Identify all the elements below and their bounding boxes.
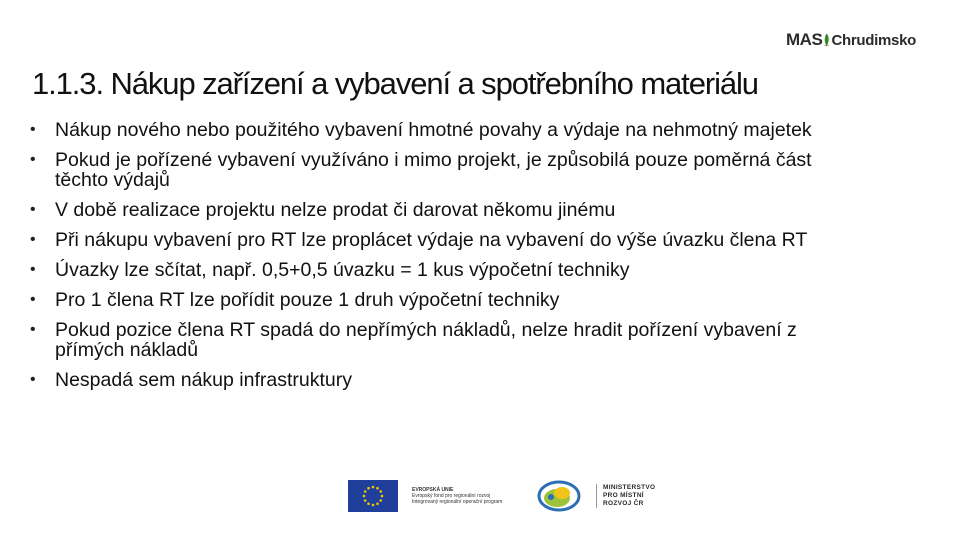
logo-region-text: Chrudimsko	[831, 31, 916, 49]
bullet-item: • Pro 1 člena RT lze pořídit pouze 1 druh výpočetní techniky	[30, 290, 860, 310]
bullet-item: • Úvazky lze sčítat, např. 0,5+0,5 úvazku = 1 kus výpočetní techniky	[30, 260, 860, 280]
ministry-line: PRO MÍSTNÍ	[603, 492, 644, 499]
leaf-icon	[823, 20, 830, 60]
ministry-line: ROZVOJ ČR	[603, 500, 644, 507]
logo-mas-text: MAS	[786, 30, 823, 49]
footer-logos	[348, 476, 655, 516]
eu-line: Evropský fond pro regionální rozvoj	[412, 493, 491, 499]
ministry-emblem-icon	[536, 476, 582, 516]
mas-chrudimsko-logo	[786, 18, 916, 62]
bullet-item: • Pokud je pořízené vybavení využíváno i mimo projekt, je způsobilá pouze poměrná část těchto výdajů	[30, 150, 860, 190]
bullet-item: • Pokud pozice člena RT spadá do nepřímých nákladů, nelze hradit pořízení vybavení z přímých nákladů	[30, 320, 860, 360]
bullet-item: • V době realizace projektu nelze prodat či darovat někomu jinému	[30, 200, 860, 220]
bullet-item: • Nespadá sem nákup infrastruktury	[30, 370, 860, 390]
eu-line: EVROPSKÁ UNIE	[412, 487, 454, 493]
slide-title: 1.1.3. Nákup zařízení a vybavení a spotřebního materiálu	[32, 66, 758, 101]
eu-flag-icon	[348, 480, 398, 512]
bullet-list	[30, 120, 860, 400]
bullet-item: • Při nákupu vybavení pro RT lze proplácet výdaje na vybavení do výše úvazku člena RT	[30, 230, 860, 250]
eu-text-block	[412, 487, 522, 505]
ministry-text-block	[596, 484, 655, 508]
bullet-item: • Nákup nového nebo použitého vybavení hmotné povahy a výdaje na nehmotný majetek	[30, 120, 860, 140]
eu-line: Integrovaný regionální operační program	[412, 499, 503, 505]
ministry-line: MINISTERSTVO	[603, 484, 656, 491]
